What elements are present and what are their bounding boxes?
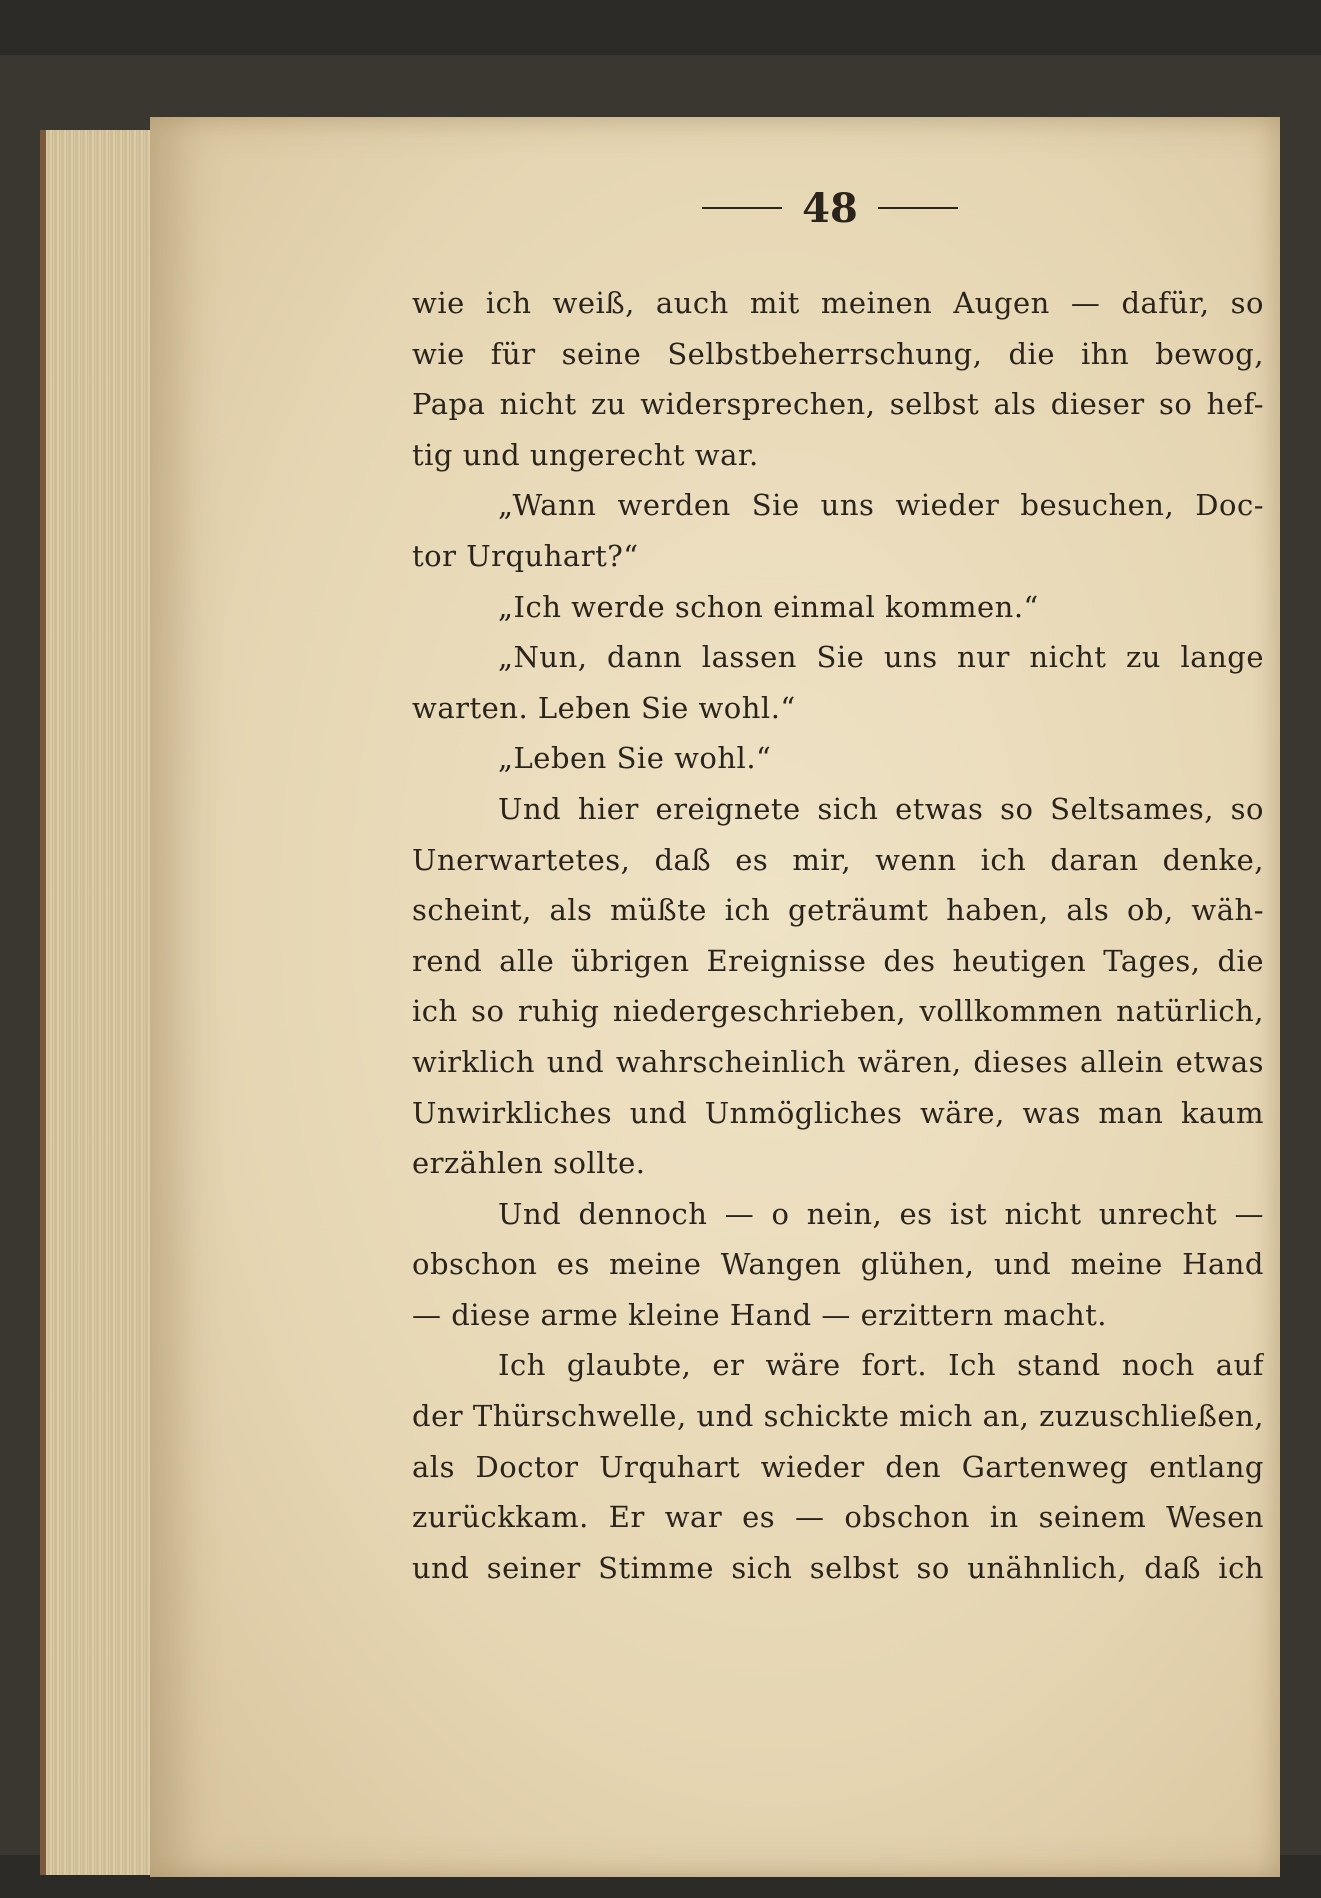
text-line: tig und ungerecht war. xyxy=(412,437,759,472)
text-line: Unerwartetes, daß es mir, wenn ich daran denke, xyxy=(412,842,1264,877)
text-line: Und dennoch — o nein, es ist nicht unrecht — xyxy=(498,1196,1264,1231)
text-line: wie ich weiß, auch mit meinen Augen — dafür, so xyxy=(412,286,1264,320)
text-line: „Ich werde schon einmal kommen.“ xyxy=(498,589,1039,624)
header-rule-right xyxy=(878,207,958,209)
text-line: rend alle übrigen Ereignisse des heutigen Tages, die xyxy=(412,943,1264,978)
text-line: wie für seine Selbstbeherrschung, die ihn bewog, xyxy=(412,336,1264,371)
text-line: Papa nicht zu widersprechen, selbst als dieser so hef- xyxy=(412,387,1264,422)
text-line: Ich glaubte, er wäre fort. Ich stand noch auf xyxy=(498,1348,1264,1383)
text-line: Unwirkliches und Unmögliches wäre, was man kaum xyxy=(412,1095,1264,1130)
page-number: 48 xyxy=(802,184,858,232)
text-line: zurückkam. Er war es — obschon in seinem Wesen xyxy=(412,1500,1264,1535)
page-edges xyxy=(40,130,166,1875)
text-line: „Leben Sie wohl.“ xyxy=(498,741,772,776)
text-line: warten. Leben Sie wohl.“ xyxy=(412,690,796,725)
text-line: tor Urquhart?“ xyxy=(412,538,639,573)
text-line: der Thürschwelle, und schickte mich an, zuzuschließen, xyxy=(412,1399,1264,1434)
body-text xyxy=(412,278,1264,1593)
text-line: als Doctor Urquhart wieder den Gartenweg entlang xyxy=(412,1449,1264,1484)
text-line: und seiner Stimme sich selbst so unähnlich, daß ich xyxy=(412,1550,1264,1585)
text-line: — diese arme kleine Hand — erzittern macht. xyxy=(412,1297,1107,1332)
text-line: „Wann werden Sie uns wieder besuchen, Doc- xyxy=(498,488,1264,523)
text-line: obschon es meine Wangen glühen, und meine Hand xyxy=(412,1247,1264,1282)
text-line: ich so ruhig niedergeschrieben, vollkommen natürlich, xyxy=(412,994,1264,1029)
text-line: erzählen sollte. xyxy=(412,1146,646,1181)
text-line: Und hier ereignete sich etwas so Seltsames, so xyxy=(498,791,1264,826)
text-line: wirklich und wahrscheinlich wären, dieses allein etwas xyxy=(412,1044,1264,1079)
page-header xyxy=(660,178,1000,238)
header-rule-left xyxy=(702,207,782,209)
text-line: scheint, als müßte ich geträumt haben, als ob, wäh- xyxy=(412,893,1264,928)
text-line: „Nun, dann lassen Sie uns nur nicht zu lange xyxy=(498,640,1264,675)
